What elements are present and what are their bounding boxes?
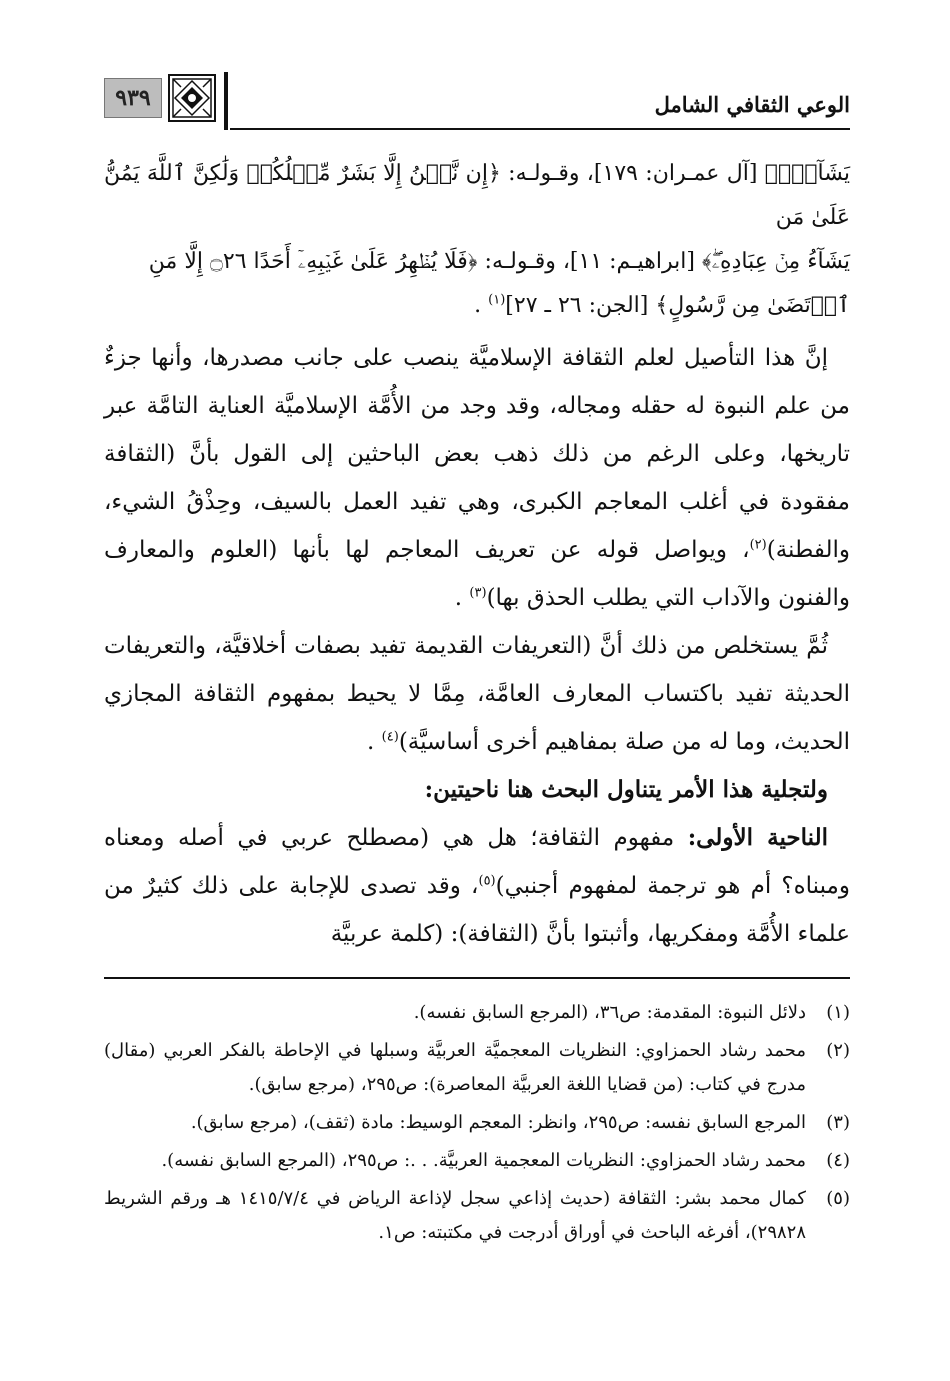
ornament-icon (168, 74, 216, 122)
footnote (104, 996, 850, 1030)
section-intro: ولتجلية هذا الأمر يتناول البحث هنا ناحيتين: (424, 776, 828, 803)
footnote-number: (٢) (826, 1040, 850, 1061)
footnote-number: (٤) (826, 1150, 850, 1171)
paragraph (104, 334, 850, 622)
paragraph-text: ثُمَّ يستخلص من ذلك أنَّ (التعريفات القديمة تفيد بصفات أخلاقيَّة، والتعريفات الحديثة تفيد باكتساب المعارف العامَّة، مِمَّا لا يحيط بمفهوم الثقافة المجازي الحديث، وما له من صلة بمفاهيم أخرى أساسيَّة) (104, 633, 850, 755)
paragraph-end: . (454, 585, 470, 611)
paragraph (104, 814, 850, 958)
paragraph-text: إنَّ هذا التأصيل لعلم الثقافة الإسلاميَّة ينصب على جانب مصدرها، وأنها جزءٌ من علم النبوة له حقله ومجاله، وقد وجد من الأُمَّة الإسلاميَّة العناية التامَّة عبر تاريخها، وعلى الرغم من ذلك ذهب بعض الباحثين إلى القول بأنَّ (الثقافة مفقودة في أغلب المعاجم الكبرى، وهي تفيد العمل بالسيف، وحِذْقُ الشيء، والفطنة) (104, 345, 850, 563)
footnote (104, 1144, 850, 1178)
footnote (104, 1182, 850, 1250)
verse-line: يَشَآءُۖ﴾ [آل عمـران: ١٧٩]، وقـولـه: ﴿إِن نَّحۡنُ إِلَّا بَشَرٌ مِّثۡلُكُمۡ وَلَٰكِنَّ ٱللَّهَ يَمُنُّ عَلَىٰ مَن (104, 161, 851, 230)
footnote-number: (٣) (826, 1112, 850, 1133)
footnote-text: المرجع السابق نفسه: ص٢٩٥، وانظر: المعجم الوسيط: مادة (ثقف)، (مرجع سابق). (190, 1112, 806, 1133)
verse-text: ٱرۡتَضَىٰ مِن رَّسُولٍ﴾ [الجن: ٢٦ ـ ٢٧] (505, 293, 850, 318)
paragraph-end: . (367, 729, 382, 755)
footnote (104, 1034, 850, 1102)
footnote-text: كمال محمد بشر: الثقافة (حديث إذاعي سجل لإذاعة الرياض في ١٤١٥/٧/٤ هـ ورقم الشريط ٢٩٨٢٨)، أفرغه الباحث في أوراق أدرجت في مكتبته: ص١. (104, 1188, 806, 1243)
paragraph-text: ، ويواصل قوله عن تعريف المعاجم لها بأنها (العلوم والمعارف والفنون والآداب التي يطلب الحذق بها) (104, 537, 850, 611)
verse-line (104, 284, 850, 328)
footnotes (104, 996, 850, 1254)
footnote (104, 1106, 850, 1140)
footnote-ref: (٤) (381, 729, 399, 745)
footnote-ref: (٢) (749, 537, 767, 553)
main-text (104, 152, 850, 958)
footnote-text: محمد رشاد الحمزاوي: النظريات المعجمية العربيَّة. . .: ص٢٩٥، (المرجع السابق نفسه). (161, 1150, 806, 1171)
paragraph-text: مفهوم الثقافة؛ هل هي (مصطلح عربي في أصله ومعناه ومبناه؟ أم هو ترجمة لمفهوم أجنبي) (104, 825, 850, 899)
paragraph-lead: الناحية الأولى: (687, 824, 828, 851)
footnote-text: محمد رشاد الحمزاوي: النظريات المعجميَّة العربيَّة وسبلها في الإحاطة بالفكر العربي (مقال) مدرج في كتاب: (من قضايا اللغة العربيَّة المعاصرة): ص٢٩٥، (مرجع سابق). (104, 1040, 806, 1095)
running-title: الوعي الثقافي الشامل (654, 92, 850, 117)
header-divider-bar (224, 72, 228, 130)
footnote-ref: (١) (488, 292, 506, 308)
footnote-ref: (٥) (478, 873, 496, 889)
footnote-number: (١) (826, 1002, 850, 1023)
footnote-text: دلائل النبوة: المقدمة: ص٣٦، (المرجع السابق نفسه). (413, 1002, 806, 1023)
footnote-separator (104, 977, 850, 979)
verse-line: يَشَآءُ مِنۡ عِبَادِهِۦۖ﴾ [ابراهيـم: ١١]، وقـولـه: ﴿فَلَا يُظۡهِرُ عَلَىٰ غَيۡبِهِۦٓ أَحَدًا ۝٢٦ إِلَّا مَنِ (148, 249, 850, 274)
header-rule (230, 128, 850, 130)
verse-end: . (474, 293, 489, 318)
footnote-ref: (٣) (469, 585, 487, 601)
paragraph-text: ، وقد تصدى للإجابة على ذلك كثيرٌ من علماء الأُمَّة ومفكريها، وأثبتوا بأنَّ (الثقافة): (كلمة عربيَّة (104, 873, 850, 947)
paragraph (104, 622, 850, 766)
footnote-number: (٥) (826, 1188, 850, 1209)
page-number: ٩٣٩ (104, 78, 162, 118)
